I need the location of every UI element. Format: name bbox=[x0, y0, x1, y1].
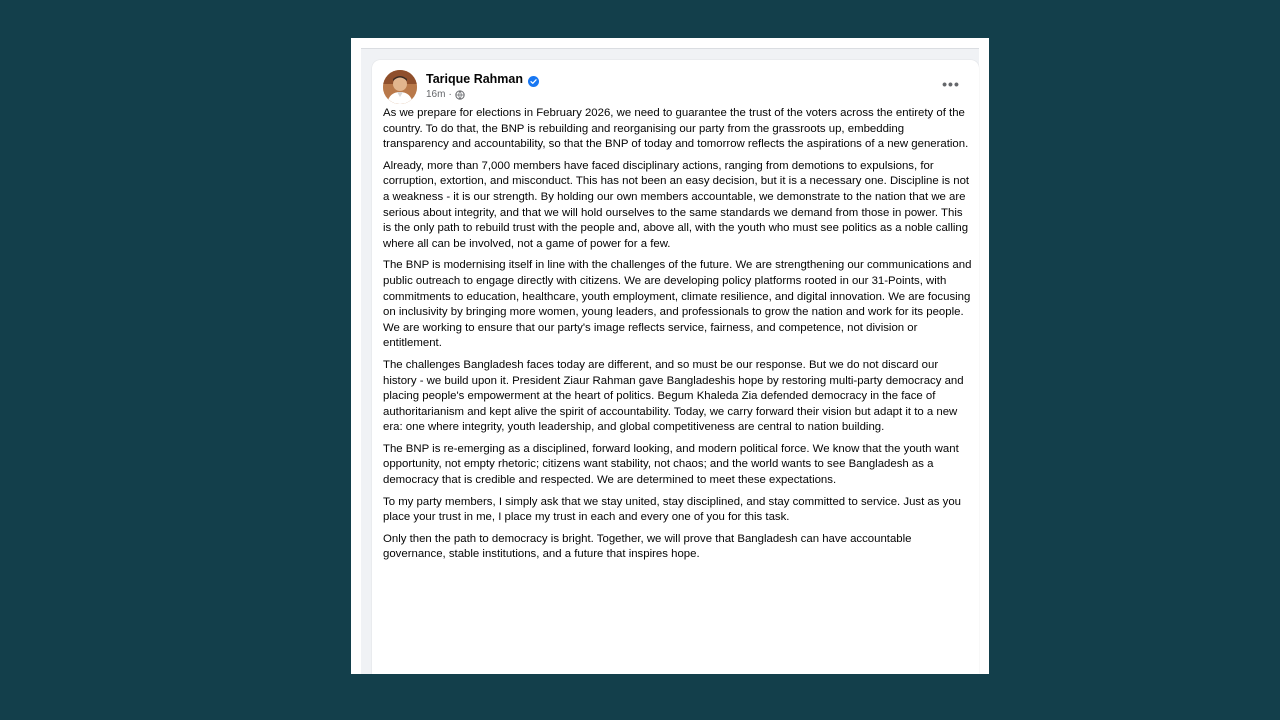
author-name[interactable]: Tarique Rahman bbox=[426, 72, 524, 86]
globe-icon[interactable] bbox=[455, 90, 465, 100]
post-meta bbox=[426, 88, 539, 101]
post-paragraph: Only then the path to democracy is bright. Together, we will prove that Bangladesh can have accountable governance, stable institutions, and a future that inspires hope. bbox=[383, 532, 912, 561]
post-timestamp[interactable]: 16m bbox=[426, 89, 446, 100]
post-card bbox=[372, 60, 979, 674]
more-options-button[interactable]: ••• bbox=[942, 76, 960, 92]
verified-badge-icon bbox=[528, 74, 539, 85]
avatar[interactable] bbox=[383, 70, 417, 104]
post-paragraph: The BNP is re-emerging as a disciplined, forward looking, and modern political force. We know that the youth want opportunity, not empty rhetoric; citizens want stability, not chaos; and the world wants to see Bangladesh as a democracy that is credible and respected. We are determined to meet these expectations. bbox=[383, 442, 959, 487]
author-block bbox=[426, 71, 539, 101]
meta-separator: · bbox=[448, 89, 452, 100]
post-paragraph: To my party members, I simply ask that we stay united, stay disciplined, and stay committed to service. Just as you place your trust in me, I place my trust in each and every one of you for this task. bbox=[383, 495, 961, 524]
post-paragraph: As we prepare for elections in February 2026, we need to guarantee the trust of the voters across the entirety of the country. To do that, the BNP is rebuilding and reorganising our party from the grassroots up, embedding transparency and accountability, so that the BNP of today and tomorrow reflects the aspirations of a new generation. bbox=[383, 107, 969, 151]
post-body bbox=[383, 106, 973, 569]
post-paragraph: The challenges Bangladesh faces today are different, and so must be our response. But we do not discard our history - we build upon it. President Ziaur Rahman gave Bangladeshis hope by restoring multi-party democracy and placing people's empowerment at the heart of politics. Begum Khaleda Zia defended democracy in the face of authoritarianism and kept alive the spirit of accountability. Today, we carry forward their vision but adapt it to a new era: one where integrity, youth leadership, and global competitiveness are central to nation building. bbox=[383, 358, 964, 434]
author-row bbox=[426, 71, 539, 87]
post-paragraph: Already, more than 7,000 members have faced disciplinary actions, ranging from demotions to expulsions, for corruption, extortion, and misconduct. This has not been an easy decision, but it is a necessary one. Discipline is not a weakness - it is our strength. By holding our own members accountable, we demonstrate to the nation that we are serious about integrity, and that we will hold ourselves to the same standards we demand from those in power. This is the only path to rebuild trust with the people and, above all, with the youth who must see politics as a noble calling where all can be involved, not a game of power for a few. bbox=[383, 159, 970, 250]
post-paragraph: The BNP is modernising itself in line with the challenges of the future. We are strengthening our communications and public outreach to engage directly with citizens. We are developing policy platforms rooted in our 31-Points, with commitments to education, healthcare, youth employment, climate resilience, and digital innovation. We are focusing on inclusivity by bringing more women, young leaders, and professionals to grow the nation and work for its people. We are working to ensure that our party's image reflects service, fairness, and competence, not division or entitlement. bbox=[383, 259, 972, 350]
screenshot-frame bbox=[351, 38, 989, 674]
post-header bbox=[383, 70, 969, 102]
